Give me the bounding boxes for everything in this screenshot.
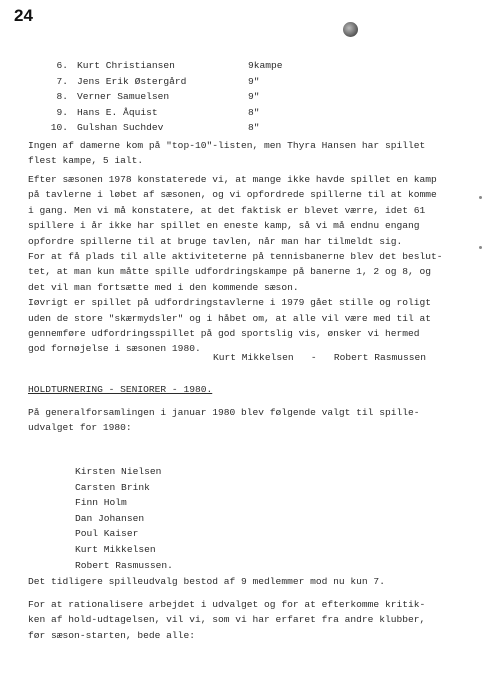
text-line: på tavlerne i løbet af sæsonen, og vi opfordrede spillerne til at komme xyxy=(28,189,437,201)
committee-member: Carsten Brink xyxy=(75,481,150,493)
paragraph-general-assembly xyxy=(28,405,420,436)
ranking-unit: kampe xyxy=(253,60,283,71)
text-line: Iøvrigt er spillet på udfordringstavlerne i 1979 gået stille og roligt xyxy=(28,297,432,309)
ranking-count: 9 xyxy=(248,91,254,103)
text-line: Ingen af damerne kom på "top-10"-listen, men Thyra Hansen har spillet xyxy=(28,140,426,151)
ranking-unit: " xyxy=(253,91,260,103)
ranking-name: Verner Samuelsen xyxy=(77,91,170,103)
ranking-row xyxy=(48,58,283,74)
text-line: gennemføre udfordringsspillet på god sportslig vis, ønsker vi hermed xyxy=(28,328,420,340)
ranking-unit: " xyxy=(253,106,260,118)
paragraph-season-report xyxy=(28,172,443,357)
paragraph-rationalize xyxy=(28,597,425,643)
committee-member: Kurt Mikkelsen xyxy=(75,543,156,555)
committee-member: Kirsten Nielsen xyxy=(75,466,162,477)
ranking-row xyxy=(48,89,283,105)
ranking-count: 8 xyxy=(248,122,254,134)
text-line: det vil man fortsætte med i den kommende sæson. xyxy=(28,281,299,293)
text-line: spillere i år ikke har spillet en eneste kamp, så vi må endnu engang xyxy=(28,220,420,232)
ranking-count: 9 xyxy=(248,75,254,87)
committee-member: Poul Kaiser xyxy=(75,528,139,540)
ranking-number: 9. xyxy=(56,106,68,118)
text-line: tet, at man kun måtte spille udfordringskampe på banerne 1, 2 og 8, og xyxy=(28,266,432,278)
paragraph-women xyxy=(28,138,425,169)
signature-line: Kurt Mikkelsen - Robert Rasmussen xyxy=(213,352,427,363)
committee-list xyxy=(75,464,173,573)
ink-blot xyxy=(343,22,358,37)
paragraph-previous-committee xyxy=(28,574,385,589)
ranking-unit: " xyxy=(253,75,260,87)
committee-member: Finn Holm xyxy=(75,497,127,509)
text-line: Efter sæsonen 1978 konstaterede vi, at mange ikke havde spillet en kamp xyxy=(28,174,437,185)
section-heading: HOLDTURNERING - SENIORER - 1980. xyxy=(28,384,213,395)
ranking-count: 8 xyxy=(248,106,254,118)
text-line: For at få plads til alle aktiviteterne på tennisbanerne blev det beslut- xyxy=(28,251,443,263)
ranking-unit: " xyxy=(253,122,260,134)
ranking-name: Gulshan Suchdev xyxy=(77,122,164,134)
text-line: For at rationalisere arbejdet i udvalget og for at efterkomme kritik- xyxy=(28,599,426,610)
margin-mark xyxy=(479,246,482,249)
text-line: På generalforsamlingen i januar 1980 blev følgende valgt til spille- xyxy=(28,407,420,418)
text-line: ken af hold-udtagelsen, vil vi, som vi har erfaret fra andre klubber, xyxy=(28,614,426,626)
ranking-number: 8. xyxy=(56,91,68,103)
ranking-row xyxy=(48,74,283,90)
margin-mark xyxy=(479,196,482,199)
ranking-number: 10. xyxy=(50,122,68,134)
text-line: i gang. Men vi må konstatere, at det faktisk er blevet værre, idet 61 xyxy=(28,204,426,216)
ranking-list xyxy=(48,58,283,136)
ranking-row xyxy=(48,105,283,121)
ranking-name: Jens Erik Østergård xyxy=(77,75,187,87)
page-number: 24 xyxy=(14,6,33,25)
text-line: opfordre spillerne til at bruge tavlen, når man har tilmeldt sig. xyxy=(28,235,403,247)
text-line: før sæson-starten, bede alle: xyxy=(28,629,195,641)
text-line: flest kampe, 5 ialt. xyxy=(28,155,144,167)
text-line: Det tidligere spilleudvalg bestod af 9 medlemmer mod nu kun 7. xyxy=(28,576,385,587)
ranking-row xyxy=(48,120,283,136)
text-line: god fornøjelse i sæsonen 1980. xyxy=(28,343,201,355)
ranking-number: 6. xyxy=(56,60,68,71)
ranking-count: 9 xyxy=(248,60,254,71)
text-line: uden de store "skærmydsler" og i håbet om, at alle vil være med til at xyxy=(28,312,432,324)
committee-member: Dan Johansen xyxy=(75,512,145,524)
text-line: udvalget for 1980: xyxy=(28,422,132,434)
committee-member: Robert Rasmussen. xyxy=(75,559,173,571)
ranking-number: 7. xyxy=(56,75,68,87)
ranking-name: Kurt Christiansen xyxy=(77,60,175,71)
ranking-name: Hans E. Åquist xyxy=(77,106,158,118)
